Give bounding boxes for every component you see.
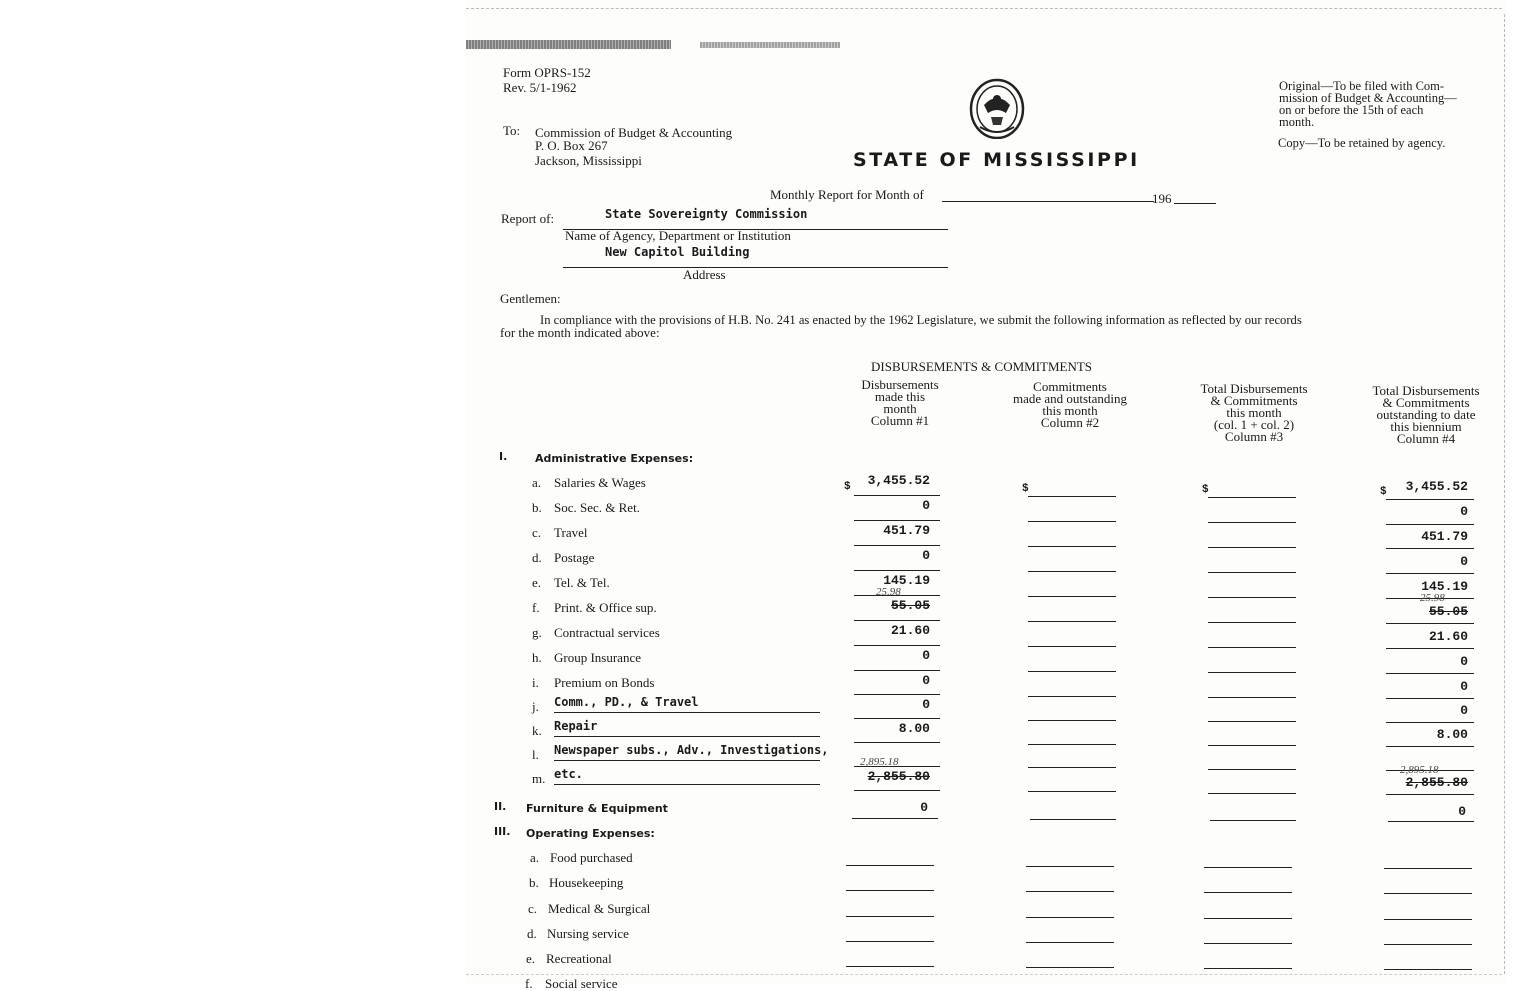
column-2-entry-line[interactable] bbox=[1028, 546, 1116, 547]
column-4-entry-line[interactable] bbox=[1386, 573, 1474, 574]
operating-column-3-line[interactable] bbox=[1204, 943, 1292, 944]
item-letter: f. bbox=[532, 600, 540, 615]
column-3-entry-line[interactable] bbox=[1208, 597, 1296, 598]
column-2-header: Commitments made and outstanding this month Column #2 bbox=[1012, 379, 1128, 430]
section-2-number: II. bbox=[494, 800, 507, 813]
item-label: etc. bbox=[554, 767, 583, 781]
to-label: To: bbox=[503, 123, 521, 138]
column-2-entry-line[interactable] bbox=[1028, 744, 1116, 745]
column-4-entry-line[interactable] bbox=[1386, 722, 1474, 723]
operating-column-4-line[interactable] bbox=[1384, 868, 1472, 869]
column-3-entry-line[interactable] bbox=[1208, 793, 1296, 794]
handwritten-correction: 2,895.18 bbox=[1400, 764, 1439, 776]
scan-edge-bottom bbox=[466, 974, 1502, 975]
column-4-value: 8.00 bbox=[1436, 727, 1468, 742]
handwritten-correction: 25.98 bbox=[1420, 592, 1445, 604]
currency-sign: $ bbox=[1202, 484, 1209, 496]
column-4-value: 145.19 bbox=[1421, 579, 1468, 594]
column-3-header: Total Disbursements & Commitments this month (col. 1 + col. 2) Column #3 bbox=[1200, 381, 1308, 444]
column-3-entry-line[interactable] bbox=[1208, 572, 1296, 573]
operating-column-4-line[interactable] bbox=[1384, 919, 1472, 920]
column-4-entry-line[interactable] bbox=[1386, 499, 1474, 500]
column-3-entry-line[interactable] bbox=[1208, 647, 1296, 648]
operating-column-1-line[interactable] bbox=[846, 966, 934, 967]
year-prefix: 196 bbox=[1152, 191, 1172, 206]
scan-edge-right bbox=[1504, 14, 1505, 974]
operating-item-letter: a. bbox=[530, 850, 540, 865]
salutation: Gentlemen: bbox=[500, 291, 561, 306]
operating-column-1-line[interactable] bbox=[846, 916, 934, 917]
column-4-value: 0 bbox=[1460, 703, 1468, 718]
operating-column-4-line[interactable] bbox=[1384, 893, 1472, 894]
column-1-entry-line[interactable] bbox=[854, 570, 940, 571]
column-1-entry-line[interactable] bbox=[854, 742, 940, 743]
column-2-entry-line[interactable] bbox=[1028, 571, 1116, 572]
operating-item-letter: d. bbox=[527, 926, 537, 941]
column-4-value: 2,855.80 bbox=[1405, 775, 1468, 790]
item-label: Soc. Sec. & Ret. bbox=[554, 500, 640, 515]
scan-artifact-left bbox=[466, 40, 671, 49]
column-1-entry-line[interactable] bbox=[854, 694, 940, 695]
operating-column-2-line[interactable] bbox=[1026, 967, 1114, 968]
item-letter: e. bbox=[532, 575, 542, 590]
operating-item-label: Recreational bbox=[546, 951, 612, 966]
item-letter: k. bbox=[532, 723, 542, 738]
item-label-line bbox=[554, 736, 820, 737]
column-3-entry-line[interactable] bbox=[1208, 697, 1296, 698]
column-3-entry-line[interactable] bbox=[1208, 522, 1296, 523]
column-3-entry-line[interactable] bbox=[1208, 672, 1296, 673]
column-3-entry-line[interactable] bbox=[1208, 721, 1296, 722]
item-label: Print. & Office sup. bbox=[554, 600, 657, 615]
item-label-line bbox=[554, 784, 820, 785]
scan-edge-top bbox=[466, 8, 1502, 9]
column-3-entry-line[interactable] bbox=[1208, 497, 1296, 498]
operating-item-letter: b. bbox=[529, 875, 539, 890]
column-1-entry-line[interactable] bbox=[854, 520, 940, 521]
column-2-entry-line[interactable] bbox=[1028, 596, 1116, 597]
item-letter: h. bbox=[532, 650, 542, 665]
operating-column-1-line[interactable] bbox=[846, 941, 934, 942]
column-2-entry-line[interactable] bbox=[1028, 720, 1116, 721]
month-input-line[interactable] bbox=[942, 201, 1154, 202]
column-1-value: 145.19 bbox=[883, 573, 930, 588]
operating-column-2-line[interactable] bbox=[1026, 942, 1114, 943]
agency-caption: Name of Agency, Department or Institution bbox=[565, 228, 791, 243]
column-1-entry-line[interactable] bbox=[854, 718, 940, 719]
operating-column-2-line[interactable] bbox=[1026, 917, 1114, 918]
operating-column-1-line[interactable] bbox=[846, 890, 934, 891]
currency-sign: $ bbox=[1380, 485, 1387, 498]
report-page bbox=[466, 0, 1506, 991]
column-2-entry-line[interactable] bbox=[1028, 646, 1116, 647]
column-3-entry-line[interactable] bbox=[1208, 769, 1296, 770]
column-1-value: 21.60 bbox=[890, 623, 930, 638]
currency-sign: $ bbox=[1022, 482, 1029, 495]
item-label: Postage bbox=[554, 550, 595, 565]
operating-item-letter: e. bbox=[526, 951, 536, 966]
section-2-col4-value: 0 bbox=[1458, 804, 1466, 819]
column-3-entry-line[interactable] bbox=[1208, 622, 1296, 623]
column-4-value: 451.79 bbox=[1421, 529, 1468, 544]
item-letter: b. bbox=[532, 500, 542, 515]
section-2-column-1-line[interactable] bbox=[852, 818, 938, 819]
form-number: Form OPRS-152 bbox=[503, 65, 591, 80]
filing-copy: Copy—To be retained by agency. bbox=[1278, 136, 1446, 150]
column-4-value: 55.05 bbox=[1428, 604, 1468, 619]
column-1-entry-line[interactable] bbox=[854, 620, 940, 621]
column-2-entry-line[interactable] bbox=[1028, 496, 1116, 497]
agency-address: New Capitol Building bbox=[605, 245, 750, 259]
section-3-number: III. bbox=[494, 825, 511, 838]
column-4-entry-line[interactable] bbox=[1386, 648, 1474, 649]
column-1-value: 2,855.80 bbox=[867, 769, 930, 784]
section-2-column-4-line[interactable] bbox=[1388, 821, 1474, 822]
item-label: Contractual services bbox=[554, 625, 660, 640]
section-2-col1-value: 0 bbox=[920, 800, 928, 815]
handwritten-correction: 25.98 bbox=[876, 586, 901, 598]
year-input-line[interactable] bbox=[1174, 203, 1216, 204]
operating-item-letter: c. bbox=[528, 901, 538, 916]
column-2-entry-line[interactable] bbox=[1028, 671, 1116, 672]
operating-item-label: Housekeeping bbox=[549, 875, 624, 890]
column-2-entry-line[interactable] bbox=[1028, 621, 1116, 622]
item-letter: g. bbox=[532, 625, 542, 640]
column-2-entry-line[interactable] bbox=[1028, 696, 1116, 697]
column-3-entry-line[interactable] bbox=[1208, 745, 1296, 746]
section-2-title: Furniture & Equipment bbox=[526, 802, 668, 815]
item-label: Premium on Bonds bbox=[554, 675, 655, 690]
form-revision: Rev. 5/1-1962 bbox=[503, 80, 577, 95]
state-seal-icon bbox=[966, 77, 1028, 139]
column-4-entry-line[interactable] bbox=[1386, 524, 1474, 525]
item-label: Group Insurance bbox=[554, 650, 641, 665]
item-label: Comm., PD., & Travel bbox=[554, 695, 699, 709]
operating-column-4-line[interactable] bbox=[1384, 944, 1472, 945]
column-4-entry-line[interactable] bbox=[1386, 623, 1474, 624]
item-letter: l. bbox=[532, 747, 539, 762]
item-label: Tel. & Tel. bbox=[554, 575, 610, 590]
item-label: Salaries & Wages bbox=[554, 475, 646, 490]
operating-item-letter: f. bbox=[525, 976, 533, 991]
scan-artifact-mid bbox=[700, 42, 840, 48]
address-caption: Address bbox=[683, 267, 726, 282]
column-1-value: 3,455.52 bbox=[867, 473, 930, 488]
agency-name: State Sovereignty Commission bbox=[605, 207, 808, 221]
item-letter: c. bbox=[532, 525, 542, 540]
operating-column-3-line[interactable] bbox=[1204, 968, 1292, 969]
report-of-label: Report of: bbox=[501, 211, 555, 226]
operating-item-label: Social service bbox=[545, 976, 618, 991]
column-1-value: 0 bbox=[922, 697, 930, 712]
operating-column-1-line[interactable] bbox=[846, 865, 934, 866]
address-line bbox=[563, 267, 948, 268]
operating-item-label: Food purchased bbox=[550, 850, 633, 865]
filing-original-1: Original—To be filed with Com- bbox=[1279, 79, 1445, 93]
operating-column-3-line[interactable] bbox=[1204, 892, 1292, 893]
to-line-3: Jackson, Mississippi bbox=[535, 153, 642, 168]
column-1-value: 451.79 bbox=[883, 523, 930, 538]
column-1-value: 0 bbox=[922, 498, 930, 513]
column-1-header: Disbursements made this month Column #1 bbox=[861, 377, 939, 428]
column-1-entry-line[interactable] bbox=[854, 670, 940, 671]
item-letter: m. bbox=[532, 771, 546, 786]
column-1-value: 0 bbox=[922, 673, 930, 688]
column-2-entry-line[interactable] bbox=[1028, 767, 1116, 768]
item-letter: i. bbox=[532, 675, 539, 690]
to-line-2: P. O. Box 267 bbox=[535, 138, 608, 153]
operating-column-4-line[interactable] bbox=[1384, 969, 1472, 970]
column-4-entry-line[interactable] bbox=[1386, 698, 1474, 699]
item-label-line bbox=[554, 760, 820, 761]
operating-column-2-line[interactable] bbox=[1026, 866, 1114, 867]
column-1-value: 0 bbox=[922, 648, 930, 663]
item-label-line bbox=[554, 712, 820, 713]
column-2-entry-line[interactable] bbox=[1028, 521, 1116, 522]
item-letter: a. bbox=[532, 475, 542, 490]
section-2-column-3-line[interactable] bbox=[1210, 820, 1296, 821]
column-1-value: 8.00 bbox=[898, 721, 930, 736]
handwritten-correction: 2,895.18 bbox=[860, 756, 899, 768]
column-1-entry-line[interactable] bbox=[854, 790, 940, 791]
operating-column-3-line[interactable] bbox=[1204, 918, 1292, 919]
intro-line-1: In compliance with the provisions of H.B. No. 241 as enacted by the 1962 Legislature, we submit the following information as reflected by our records bbox=[540, 313, 1302, 327]
column-2-entry-line[interactable] bbox=[1028, 791, 1116, 792]
column-1-entry-line[interactable] bbox=[854, 495, 940, 496]
column-1-value: 55.05 bbox=[890, 598, 930, 613]
column-4-value: 0 bbox=[1460, 679, 1468, 694]
section-1-title: Administrative Expenses: bbox=[535, 452, 694, 465]
column-4-value: 0 bbox=[1460, 654, 1468, 669]
item-label: Repair bbox=[554, 719, 598, 733]
column-4-entry-line[interactable] bbox=[1386, 548, 1474, 549]
column-4-value: 0 bbox=[1460, 554, 1468, 569]
state-title: STATE OF MISSISSIPPI bbox=[853, 149, 1140, 171]
intro-line-2: for the month indicated above: bbox=[500, 325, 660, 340]
section-1-number: I. bbox=[499, 450, 508, 463]
monthly-report-label: Monthly Report for Month of bbox=[770, 187, 924, 202]
column-1-entry-line[interactable] bbox=[854, 545, 940, 546]
column-3-entry-line[interactable] bbox=[1208, 547, 1296, 548]
operating-item-label: Medical & Surgical bbox=[548, 901, 651, 916]
column-4-entry-line[interactable] bbox=[1386, 794, 1474, 795]
item-label: Newspaper subs., Adv., Investigations, bbox=[554, 743, 829, 757]
section-2-column-2-line[interactable] bbox=[1030, 819, 1116, 820]
to-line-1: Commission of Budget & Accounting bbox=[535, 125, 733, 140]
section-title: DISBURSEMENTS & COMMITMENTS bbox=[871, 359, 1093, 374]
column-4-entry-line[interactable] bbox=[1386, 673, 1474, 674]
item-letter: j. bbox=[532, 699, 539, 714]
operating-column-3-line[interactable] bbox=[1204, 867, 1292, 868]
filing-original-2: mission of Budget & Accounting— bbox=[1279, 91, 1457, 105]
operating-item-label: Nursing service bbox=[547, 926, 629, 941]
item-label: Travel bbox=[554, 525, 588, 540]
section-3-title: Operating Expenses: bbox=[526, 827, 655, 840]
currency-sign: $ bbox=[844, 481, 851, 493]
filing-original-3: on or before the 15th of each bbox=[1279, 103, 1424, 117]
column-4-value: 3,455.52 bbox=[1405, 479, 1468, 494]
column-1-entry-line[interactable] bbox=[854, 645, 940, 646]
operating-column-2-line[interactable] bbox=[1026, 891, 1114, 892]
column-4-header: Total Disbursements & Commitments outstanding to date this biennium Column #4 bbox=[1372, 383, 1480, 446]
column-1-value: 0 bbox=[922, 548, 930, 563]
column-4-value: 0 bbox=[1460, 504, 1468, 519]
column-4-value: 21.60 bbox=[1428, 629, 1468, 644]
filing-original-4: month. bbox=[1279, 115, 1315, 129]
item-letter: d. bbox=[532, 550, 542, 565]
column-4-entry-line[interactable] bbox=[1386, 746, 1474, 747]
